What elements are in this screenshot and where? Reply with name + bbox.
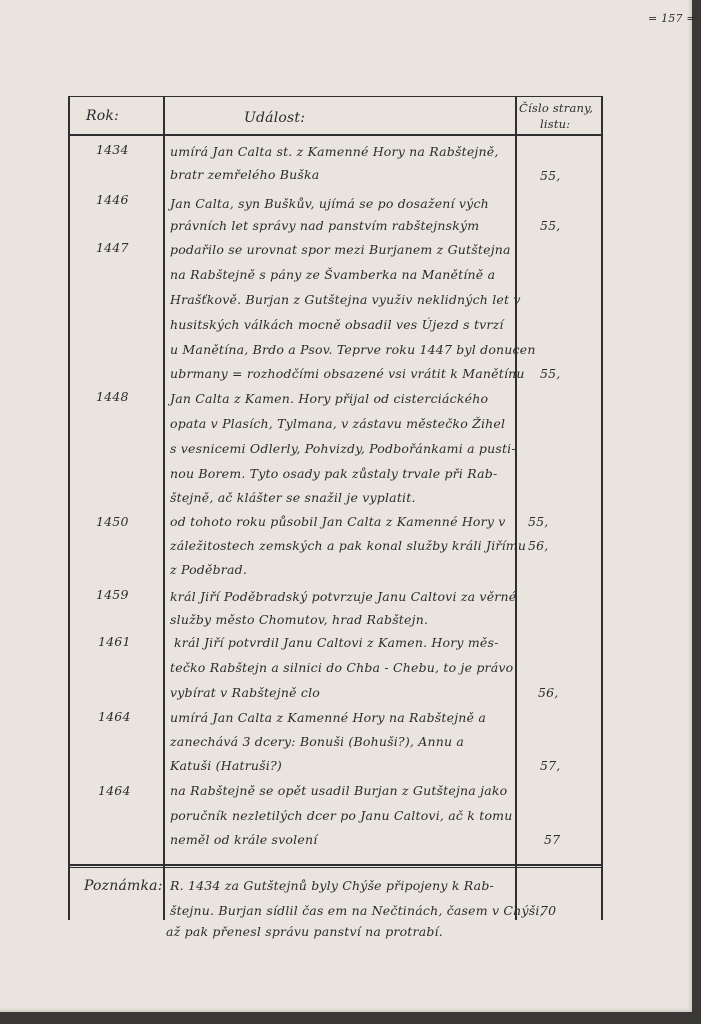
entry-page: 55,: [540, 168, 561, 183]
entry-year: 1459: [96, 587, 129, 602]
header-page-ref-line2: listu:: [540, 117, 571, 131]
entry-line: zanechává 3 dcery: Bonuši (Bohuši?), Annu a: [170, 734, 465, 749]
right-border: [601, 96, 603, 920]
table-top-rule: [68, 96, 602, 97]
entry-line: opata v Plasích, Tylmana, v zástavu městečko Žihel: [170, 416, 506, 431]
entry-line: poručník nezletilých dcer po Janu Caltovi, ač k tomu: [170, 808, 513, 823]
entry-year: 1464: [98, 709, 131, 724]
entry-line: na Rabštejně se opět usadil Burjan z Gutštejna jako: [170, 783, 508, 798]
entry-year: 1450: [96, 514, 129, 529]
entry-line: s vesnicemi Odlerly, Pohvizdy, Podbořánkami a pusti-: [170, 441, 516, 456]
entry-line: umírá Jan Calta z Kamenné Hory na Rabštejně a: [170, 710, 486, 725]
entry-line: Hrašťkově. Burjan z Gutštejna využiv neklidných let v: [170, 292, 521, 307]
left-border: [68, 96, 70, 920]
entry-line: služby město Chomutov, hrad Rabštejn.: [170, 612, 429, 627]
entry-line: ubrmany = rozhodčími obsazené vsi vrátit k Manětínu: [170, 366, 525, 381]
entry-line: záležitostech zemských a pak konal služby králi Jiřímu: [170, 538, 527, 553]
entry-line: právních let správy nad panstvím rabštejnským: [170, 218, 480, 233]
entry-line: u Manětína, Brdo a Psov. Teprve roku 1447 byl donucen: [170, 342, 536, 357]
page-column-rule: [515, 96, 517, 920]
note-line: až pak přenesl správu panství na protrabí.: [166, 924, 443, 939]
entry-page: 57: [544, 832, 561, 847]
header-bottom-rule: [68, 134, 602, 136]
entry-line: umírá Jan Calta st. z Kamenné Hory na Rabštejně,: [170, 144, 499, 159]
entry-year: 1446: [96, 192, 129, 207]
entry-line: nou Borem. Tyto osady pak zůstaly trvale při Rab-: [170, 466, 498, 481]
note-line: R. 1434 za Gutštejnů byly Chýše připojeny k Rab-: [170, 878, 494, 893]
entry-line: Jan Calta, syn Buškův, ujímá se po dosažení vých: [170, 196, 489, 211]
entry-page: 57,: [540, 758, 561, 773]
entry-year: 1464: [98, 783, 131, 798]
entry-line: král Jiří potvrdil Janu Caltovi z Kamen. Hory měs-: [174, 635, 499, 650]
entry-line: od tohoto roku působil Jan Calta z Kamenné Hory v: [170, 514, 506, 529]
header-page-ref-line1: Číslo strany,: [519, 101, 594, 115]
note-label: Poznámka:: [84, 878, 163, 894]
entry-line: z Poděbrad.: [170, 562, 247, 577]
entry-line: neměl od krále svolení: [170, 832, 318, 847]
entry-line: štejně, ač klášter se snažil je vyplatit.: [170, 490, 416, 505]
header-event: Událost:: [244, 110, 306, 126]
entry-page: 56,: [528, 538, 549, 553]
entry-page: 55,: [540, 366, 561, 381]
entry-year: 1461: [98, 634, 131, 649]
entry-year: 1434: [96, 142, 129, 157]
note-line: štejnu. Burjan sídlil čas em na Nečtinách, časem v Chýši,: [170, 903, 544, 918]
entry-year: 1448: [96, 389, 129, 404]
note-page: 70: [540, 903, 557, 918]
entry-line: bratr zemřelého Buška: [170, 167, 320, 182]
entry-line: král Jiří Poděbradský potvrzuje Janu Caltovi za věrné: [170, 589, 517, 604]
page-number: = 157 =: [648, 12, 696, 25]
entry-page: 55,: [528, 514, 549, 529]
entry-line: Katuši (Hatruši?): [170, 758, 282, 773]
event-column-rule: [163, 96, 165, 920]
entry-line: na Rabštejně s pány ze Švamberka na Manětíně a: [170, 267, 496, 282]
entry-line: vybírat v Rabštejně clo: [170, 685, 320, 700]
entry-line: Jan Calta z Kamen. Hory přijal od cisterciáckého: [170, 391, 489, 406]
entry-year: 1447: [96, 240, 129, 255]
header-year: Rok:: [86, 108, 119, 124]
entry-page: 56,: [538, 685, 559, 700]
table-bottom-rule: [68, 864, 602, 866]
table-bottom-rule-2: [68, 867, 602, 868]
entry-line: podařilo se urovnat spor mezi Burjanem z Gutštejna: [170, 242, 511, 257]
entry-line: husitských válkách mocně obsadil ves Újezd s tvrzí: [170, 317, 504, 332]
entry-page: 55,: [540, 218, 561, 233]
entry-line: tečko Rabštejn a silnici do Chba - Chebu, to je právo: [170, 660, 514, 675]
